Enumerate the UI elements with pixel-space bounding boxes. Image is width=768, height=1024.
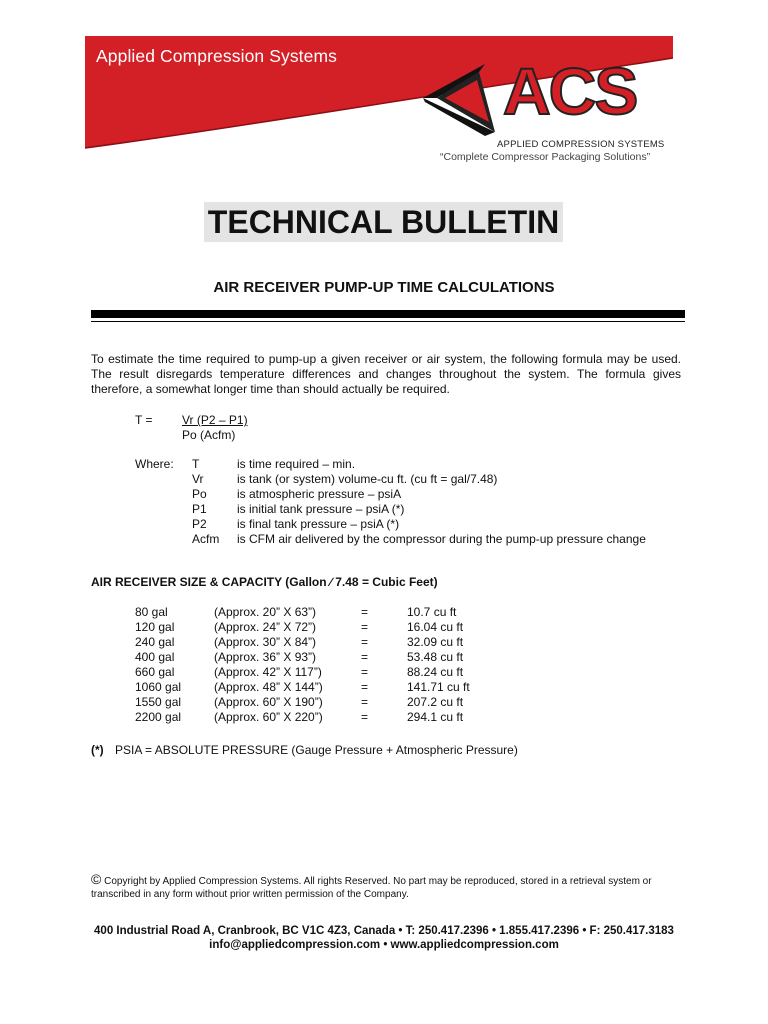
divider-thin xyxy=(91,321,685,322)
definition-meaning: is atmospheric pressure – psiA xyxy=(237,487,402,501)
receiver-dims: (Approx. 48” X 144”) xyxy=(214,680,323,694)
receiver-equals: = xyxy=(361,605,369,619)
receiver-volume: 32.09 cu ft xyxy=(407,635,464,649)
intro-paragraph: To estimate the time required to pump-up a given receiver or air system, the following formula may be used. The result disregards temperature differences and changes throughout the system. The formula gives therefore, a somewhat longer time than should actually be required. xyxy=(91,352,681,396)
copyright-notice xyxy=(91,873,681,901)
receiver-size: 80 gal xyxy=(135,605,168,619)
receiver-volume: 16.04 cu ft xyxy=(407,620,464,634)
logo-subtext: APPLIED COMPRESSION SYSTEMS xyxy=(497,139,665,150)
receiver-dims: (Approx. 60” X 190”) xyxy=(214,695,323,709)
definition-meaning: is time required – min. xyxy=(237,457,356,471)
note-marker: (*) xyxy=(91,743,104,757)
receiver-size: 660 gal xyxy=(135,665,175,679)
receiver-equals: = xyxy=(361,695,369,709)
receiver-equals: = xyxy=(361,635,369,649)
tagline: “Complete Compressor Packaging Solutions” xyxy=(440,151,651,163)
definition-meaning: is CFM air delivered by the compressor during the pump-up pressure change xyxy=(237,532,646,546)
definition-meaning: is initial tank pressure – psiA (*) xyxy=(237,502,405,516)
definition-symbol: T xyxy=(192,457,200,471)
definition-symbol: Vr xyxy=(192,472,204,486)
contact-line: info@appliedcompression.com • www.appliedcompression.com xyxy=(209,939,559,951)
receiver-equals: = xyxy=(361,680,369,694)
definition-symbol: P2 xyxy=(192,517,207,531)
note-text: PSIA = ABSOLUTE PRESSURE (Gauge Pressure + Atmospheric Pressure) xyxy=(115,743,518,757)
definition-symbol: Acfm xyxy=(192,532,220,546)
receiver-dims: (Approx. 30” X 84”) xyxy=(214,635,317,649)
definition-symbol: P1 xyxy=(192,502,207,516)
page-subtitle: AIR RECEIVER PUMP-UP TIME CALCULATIONS xyxy=(213,279,555,296)
receiver-dims: (Approx. 20” X 63”) xyxy=(214,605,317,619)
divider-thick xyxy=(91,310,685,318)
copyright-icon: © xyxy=(91,871,102,887)
receiver-size: 240 gal xyxy=(135,635,175,649)
where-label: Where: xyxy=(135,457,174,471)
receiver-size: 120 gal xyxy=(135,620,175,634)
receiver-size: 2200 gal xyxy=(135,710,182,724)
receiver-size: 1060 gal xyxy=(135,680,182,694)
receiver-volume: 207.2 cu ft xyxy=(407,695,464,709)
receiver-equals: = xyxy=(361,650,369,664)
page-title: TECHNICAL BULLETIN xyxy=(204,202,563,242)
address-line: 400 Industrial Road A, Cranbrook, BC V1C 4Z3, Canada • T: 250.417.2396 • 1.855.417.2396 • F: 250.417.3183 xyxy=(94,925,674,937)
copyright-text: Copyright by Applied Compression Systems. All rights Reserved. No part may be reproduced, stored in a retrieval system or transcribed in any form without prior written permission of the Company. xyxy=(91,876,652,900)
formula-numerator: Vr (P2 – P1) xyxy=(182,413,248,427)
formula-lhs: T = xyxy=(135,413,153,427)
receiver-dims: (Approx. 36” X 93”) xyxy=(214,650,317,664)
company-name: Applied Compression Systems xyxy=(96,46,337,66)
receiver-volume: 141.71 cu ft xyxy=(407,680,470,694)
receiver-dims: (Approx. 60” X 220”) xyxy=(214,710,323,724)
receiver-volume: 294.1 cu ft xyxy=(407,710,464,724)
receiver-dims: (Approx. 24” X 72”) xyxy=(214,620,317,634)
formula-denominator: Po (Acfm) xyxy=(182,428,236,442)
definition-meaning: is tank (or system) volume-cu ft. (cu ft = gal/7.48) xyxy=(237,472,498,486)
receiver-equals: = xyxy=(361,665,369,679)
receiver-equals: = xyxy=(361,710,369,724)
receiver-size: 400 gal xyxy=(135,650,175,664)
receiver-volume: 88.24 cu ft xyxy=(407,665,464,679)
receiver-volume: 10.7 cu ft xyxy=(407,605,457,619)
definition-meaning: is final tank pressure – psiA (*) xyxy=(237,517,400,531)
section-heading: AIR RECEIVER SIZE & CAPACITY (Gallon ∕ 7.48 = Cubic Feet) xyxy=(91,575,438,589)
receiver-dims: (Approx. 42” X 117”) xyxy=(214,665,322,679)
definition-symbol: Po xyxy=(192,487,207,501)
receiver-equals: = xyxy=(361,620,369,634)
receiver-size: 1550 gal xyxy=(135,695,182,709)
logo-letters: ACS xyxy=(503,54,637,128)
receiver-volume: 53.48 cu ft xyxy=(407,650,464,664)
